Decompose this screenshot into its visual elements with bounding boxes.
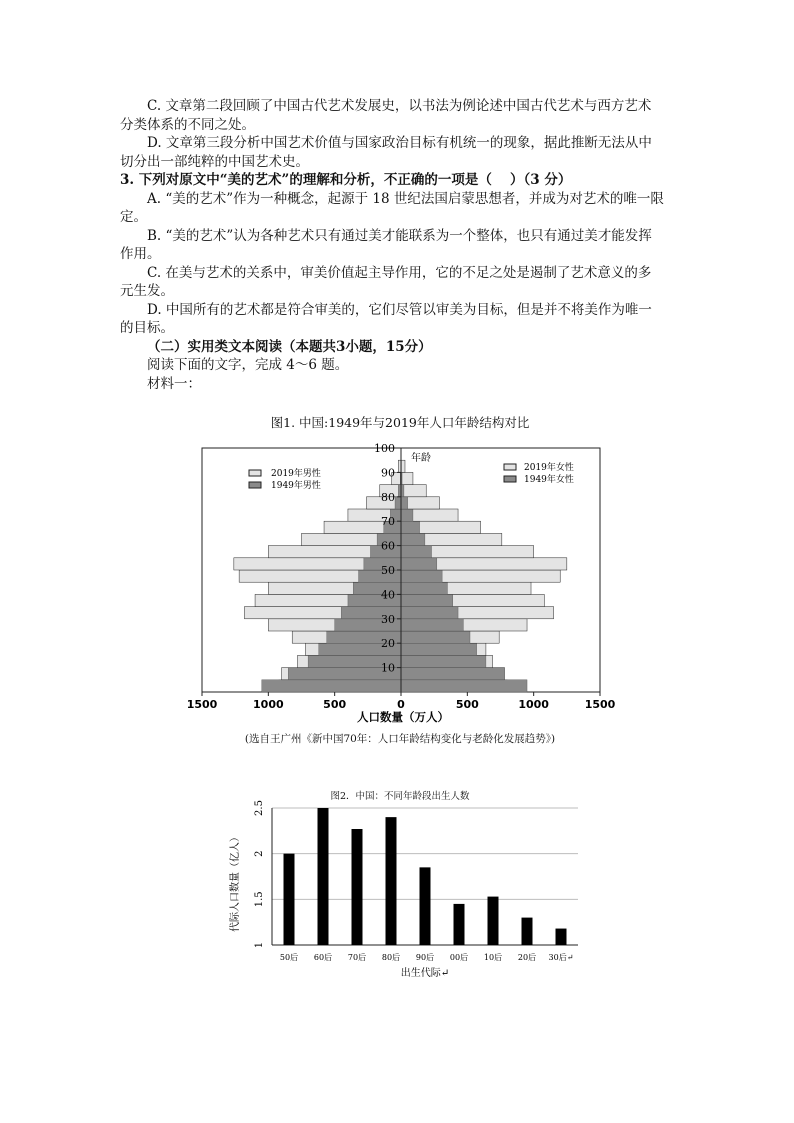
section-heading: （二）实用类文本阅读（本题共3小题，15分）: [147, 338, 432, 355]
question-text-block: [120, 97, 676, 393]
reading-instruction: 阅读下面的文字，完成 4～6 题。: [147, 357, 349, 373]
bar-1949-female: [401, 680, 527, 692]
pyramid-y-tick-label: 40: [381, 588, 395, 602]
bar-1949-female: [401, 509, 413, 521]
q3-option-d-line-1: D. 中国所有的艺术都是符合审美的，它们尽管以审美为目标，但是并不将美作为唯一: [147, 301, 652, 318]
pyramid-y-tick-label: 100: [374, 442, 395, 455]
cohort-x-tick-label: 10后: [483, 953, 503, 962]
cohort-x-tick-label: 30后↵: [548, 953, 574, 962]
bar-1949-female: [401, 607, 458, 619]
cohort-x-tick-label: 00后: [449, 953, 469, 962]
cohort-y-tick-label: 2.5: [254, 800, 265, 816]
pyramid-y-tick-label: 30: [381, 612, 395, 626]
cohort-bar: [488, 897, 499, 945]
bar-1949-male: [395, 497, 401, 509]
pyramid-x-tick-label: 500: [323, 698, 347, 711]
pyramid-y-tick-label: 20: [381, 637, 395, 651]
q3-option-a-line-1: A. “美的艺术”作为一种概念，起源于 18 世纪法国启蒙思想者，并成为对艺术的唯一限: [147, 190, 664, 207]
pyramid-x-tick-label: 500: [455, 698, 479, 711]
figure-1-title: 图1. 中国:1949年与2019年人口年龄结构对比: [270, 415, 530, 430]
q3-option-c-line-2: 元生发。: [120, 283, 174, 299]
legend-label-1949-male: 1949年男性: [271, 481, 321, 491]
cohort-bar: [284, 854, 295, 945]
population-pyramid-chart: [0, 440, 794, 750]
question-3-stem: 3. 下列对原文中“美的艺术”的理解和分析，不正确的一项是（ ）（3 分）: [120, 172, 572, 188]
q3-option-d-line-2: 的目标。: [120, 320, 174, 336]
pyramid-x-tick-label: 1000: [518, 698, 549, 711]
option-c-line-2: 分类体系的不同之处。: [120, 116, 255, 133]
pyramid-y-tick-label: 60: [381, 539, 395, 553]
cohort-bar: [420, 867, 431, 945]
q3-option-b-line-1: B. “美的艺术”认为各种艺术只有通过美才能联系为一个整体，也只有通过美才能发挥: [147, 227, 652, 244]
bar-1949-female: [401, 533, 425, 545]
cohort-bar: [556, 929, 567, 945]
cohort-bar-chart: [0, 800, 794, 985]
legend-swatch-2019-female: [504, 464, 516, 470]
bar-1949-female: [401, 546, 432, 558]
pyramid-y-tick-label: 80: [381, 490, 395, 504]
cohort-bar: [454, 904, 465, 945]
cohort-x-tick-label: 50后: [279, 953, 299, 962]
cohort-y-axis-label: 代际人口数量（亿人）: [230, 832, 241, 932]
legend-swatch-1949-male: [249, 482, 261, 488]
bar-1949-female: [401, 594, 453, 606]
bar-2019-female: [401, 472, 413, 484]
figure-2-title: 图2．中国：不同年龄段出生人数: [330, 791, 470, 802]
q3-option-c-line-1: C. 在美与艺术的关系中，审美价值起主导作用，它的不足之处是遏制了艺术意义的多: [147, 264, 652, 281]
cohort-bar: [522, 918, 533, 945]
bar-1949-female: [401, 497, 408, 509]
legend-swatch-1949-female: [504, 476, 516, 482]
bar-1949-female: [401, 619, 463, 631]
pyramid-y-tick-label: 10: [381, 661, 395, 675]
pyramid-y-tick-label: 90: [381, 466, 395, 480]
bar-1949-female: [401, 668, 504, 680]
cohort-x-tick-label: 70后: [347, 953, 367, 962]
legend-label-1949-female: 1949年女性: [524, 475, 574, 485]
bar-1949-female: [401, 558, 437, 570]
pyramid-x-tick-label: 0: [397, 698, 405, 711]
bar-1949-female: [401, 570, 442, 582]
bar-2019-female: [401, 485, 426, 497]
cohort-x-tick-label: 90后: [415, 953, 435, 962]
pyramid-x-tick-label: 1500: [186, 698, 218, 711]
pyramid-y-tick-label: 70: [381, 515, 395, 529]
q3-option-a-line-2: 定。: [120, 209, 147, 225]
cohort-x-axis-label: 出生代际↵: [400, 968, 450, 979]
bar-1949-female: [401, 643, 477, 655]
pyramid-y-tick-label: 50: [381, 564, 395, 577]
pyramid-x-tick-label: 1500: [584, 698, 616, 711]
cohort-y-tick-label: 1.5: [254, 891, 265, 908]
pyramid-y-axis-label: 年龄: [411, 453, 431, 464]
pyramid-x-tick-label: 1000: [253, 698, 284, 711]
legend-label-2019-male: 2019年男性: [271, 469, 321, 479]
material-label: 材料一：: [147, 375, 201, 392]
figure-1-source: (选自王广州《新中国70年：人口年龄结构变化与老龄化发展趋势》): [244, 733, 556, 745]
option-d-line-1: D. 文章第三段分析中国艺术价值与国家政治目标有机统一的现象，据此推断无法从中: [147, 135, 652, 151]
cohort-bar: [352, 829, 363, 945]
cohort-x-tick-label: 60后: [313, 953, 333, 962]
cohort-y-tick-label: 2: [254, 850, 265, 857]
legend-swatch-2019-male: [249, 470, 261, 476]
bar-1949-male: [262, 680, 401, 692]
pyramid-x-axis-label: 人口数量（万人）: [357, 710, 449, 724]
cohort-bar: [318, 808, 329, 945]
bar-1949-female: [401, 631, 470, 643]
q3-option-b-line-2: 作用。: [120, 246, 161, 262]
cohort-x-tick-label: 20后: [517, 953, 537, 962]
cohort-bar: [386, 817, 397, 945]
option-d-line-2: 切分出一部纯粹的中国艺术史。: [120, 153, 309, 170]
option-c-line-1: C. 文章第二段回顾了中国古代艺术发展史，以书法为例论述中国古代艺术与西方艺术: [147, 98, 652, 114]
legend-label-2019-female: 2019年女性: [524, 463, 574, 473]
bar-1949-female: [401, 582, 447, 594]
cohort-y-tick-label: 1: [254, 941, 265, 949]
bar-1949-female: [401, 655, 486, 667]
cohort-x-tick-label: 80后: [381, 953, 401, 962]
bar-1949-female: [401, 521, 420, 533]
